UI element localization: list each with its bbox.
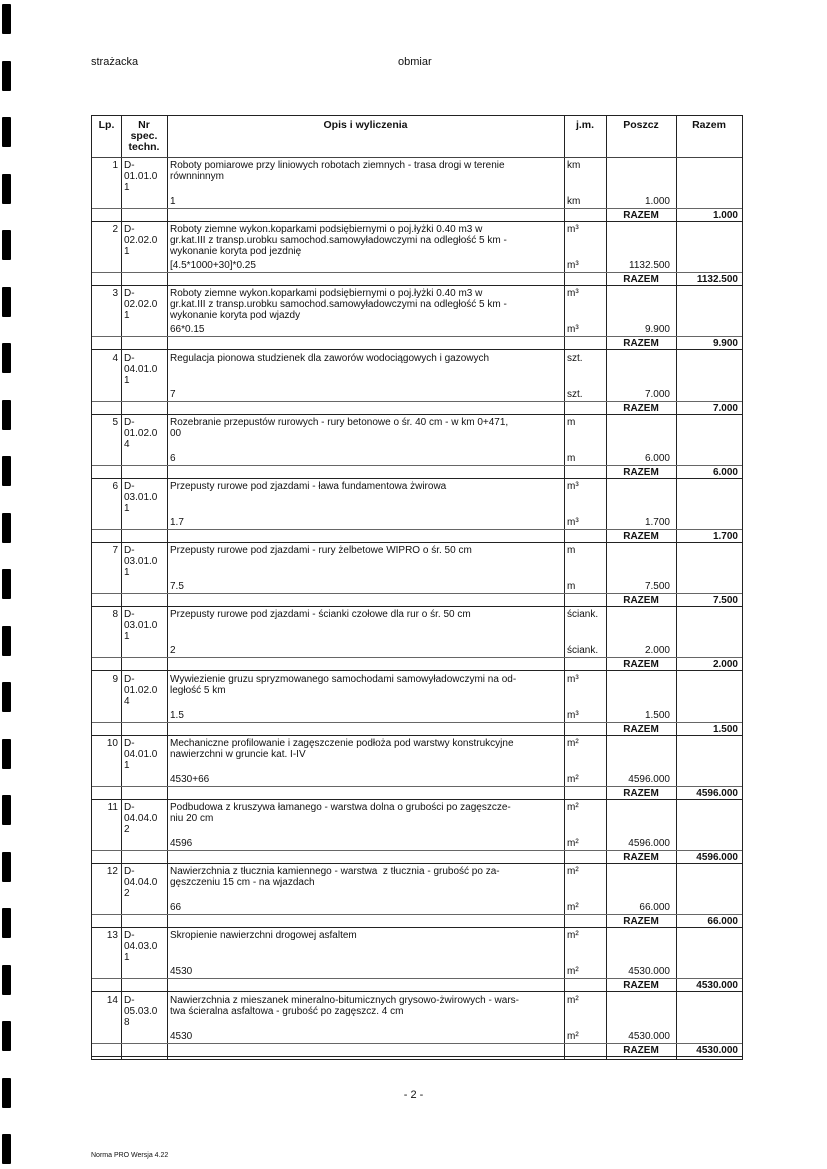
spec-code: D- 03.01.0 1 xyxy=(124,481,158,514)
unit: m² xyxy=(567,802,579,813)
spec-code: D- 03.01.0 1 xyxy=(124,609,158,642)
row-divider xyxy=(92,414,742,415)
row-subtotal-divider xyxy=(92,208,742,209)
calc-unit: szt. xyxy=(567,389,583,400)
binder-hole-mark xyxy=(2,739,11,769)
row-number: 3 xyxy=(112,288,118,299)
binder-hole-mark xyxy=(2,965,11,995)
row-divider xyxy=(92,478,742,479)
row-number: 7 xyxy=(112,545,118,556)
spec-code: D- 01.02.0 4 xyxy=(124,417,158,450)
item-description: Roboty ziemne wykon.koparkami podsiębiernymi o poj.łyżki 0.40 m3 w gr.kat.III z transp.urobku samochod.samowyładowczymi na odległość 5 km - wykonanie koryta pod wjazdy xyxy=(170,288,507,321)
row-subtotal-divider xyxy=(92,465,742,466)
calculation: 4530 xyxy=(170,1031,193,1042)
unit: m³ xyxy=(567,288,579,299)
spec-code: D- 04.01.0 1 xyxy=(124,738,158,771)
row-total: 4530.000 xyxy=(696,980,738,991)
item-description: Nawierzchnia z tłucznia kamiennego - warstwa z tłucznia - grubość po za- gęszczeniu 15 cm - na wjazdach xyxy=(170,866,500,888)
spec-code: D- 04.04.0 2 xyxy=(124,866,158,899)
row-number: 6 xyxy=(112,481,118,492)
razem-label: RAZEM xyxy=(623,852,659,863)
partial-value: 4596.000 xyxy=(628,838,670,849)
calculation: 2 xyxy=(170,645,176,656)
unit: m³ xyxy=(567,224,579,235)
binder-hole-mark xyxy=(2,61,11,91)
row-number: 12 xyxy=(106,866,118,877)
item-description: Przepusty rurowe pod zjazdami - ława fundamentowa żwirowa xyxy=(170,481,447,492)
calculation: 1.5 xyxy=(170,710,184,721)
col-header-opis: Opis i wyliczenia xyxy=(323,119,408,131)
calc-unit: m³ xyxy=(567,517,579,528)
razem-label: RAZEM xyxy=(623,210,659,221)
calculation: 7.5 xyxy=(170,581,184,592)
binder-hole-mark xyxy=(2,117,11,147)
row-number: 4 xyxy=(112,353,118,364)
calc-unit: m³ xyxy=(567,260,579,271)
row-number: 8 xyxy=(112,609,118,620)
binder-hole-mark xyxy=(2,1134,11,1164)
row-total: 7.500 xyxy=(712,595,738,606)
item-description: Przepusty rurowe pod zjazdami - ścianki czołowe dla rur o śr. 50 cm xyxy=(170,609,471,620)
razem-label: RAZEM xyxy=(623,274,659,285)
col-header-jm: j.m. xyxy=(575,119,595,131)
razem-label: RAZEM xyxy=(623,595,659,606)
row-total: 66.000 xyxy=(707,916,738,927)
row-number: 11 xyxy=(107,802,118,813)
calc-unit: m² xyxy=(567,1031,579,1042)
calc-unit: m² xyxy=(567,902,579,913)
row-total: 1.700 xyxy=(712,531,738,542)
item-description: Wywiezienie gruzu spryzmowanego samochodami samowyładowczymi na od- ległość 5 km xyxy=(170,674,517,696)
razem-label: RAZEM xyxy=(623,403,659,414)
calc-unit: m³ xyxy=(567,324,579,335)
row-subtotal-divider xyxy=(92,978,742,979)
razem-label: RAZEM xyxy=(623,980,659,991)
calculation: 4530+66 xyxy=(170,774,210,785)
binder-hole-mark xyxy=(2,1021,11,1051)
partial-value: 2.000 xyxy=(644,645,670,656)
item-description: Przepusty rurowe pod zjazdami - rury żelbetowe WIPRO o śr. 50 cm xyxy=(170,545,472,556)
col-header-poszcz: Poszcz xyxy=(623,119,659,131)
calc-unit: m² xyxy=(567,966,579,977)
row-divider xyxy=(92,542,742,543)
razem-label: RAZEM xyxy=(623,467,659,478)
calculation: 66*0.15 xyxy=(170,324,205,335)
unit: m² xyxy=(567,995,579,1006)
spec-code: D- 04.03.0 1 xyxy=(124,930,158,963)
binder-hole-mark xyxy=(2,456,11,486)
row-total: 1.500 xyxy=(712,724,738,735)
row-number: 2 xyxy=(112,224,118,235)
row-divider xyxy=(92,606,742,607)
col-divider xyxy=(121,116,122,1059)
spec-code: D- 04.04.0 2 xyxy=(124,802,158,835)
partial-value: 7.000 xyxy=(644,389,670,400)
calculation: 1.7 xyxy=(170,517,184,528)
row-divider xyxy=(92,735,742,736)
row-subtotal-divider xyxy=(92,272,742,273)
partial-value: 1.700 xyxy=(644,517,670,528)
item-description: Roboty ziemne wykon.koparkami podsiębiernymi o poj.łyżki 0.40 m3 w gr.kat.III z transp.urobku samochod.samowyładowczymi na odległość 5 km - wykonanie koryta pod jezdnię xyxy=(170,224,507,257)
calc-unit: km xyxy=(567,196,581,207)
item-description: Roboty pomiarowe przy liniowych robotach ziemnych - trasa drogi w terenie równninnym xyxy=(170,160,505,182)
calculation: 4530 xyxy=(170,966,193,977)
row-divider xyxy=(92,927,742,928)
binder-hole-mark xyxy=(2,343,11,373)
row-number: 10 xyxy=(106,738,118,749)
unit: m² xyxy=(567,930,579,941)
unit: m xyxy=(567,417,576,428)
razem-label: RAZEM xyxy=(623,338,659,349)
unit: szt. xyxy=(567,353,583,364)
row-divider xyxy=(92,221,742,222)
row-divider xyxy=(92,991,742,992)
row-number: 5 xyxy=(112,417,118,428)
binder-hole-mark xyxy=(2,626,11,656)
binder-hole-mark xyxy=(2,4,11,34)
razem-label: RAZEM xyxy=(623,916,659,927)
item-description: Podbudowa z kruszywa łamanego - warstwa dolna o grubości po zagęszcze- niu 20 cm xyxy=(170,802,511,824)
partial-value: 6.000 xyxy=(644,453,670,464)
item-description: Nawierzchnia z mieszanek mineralno-bitumicznych grysowo-żwirowych - wars- twa ścieralna asfaltowa - grubość po zagęszcz. 4 cm xyxy=(170,995,519,1017)
row-divider xyxy=(92,349,742,350)
row-number: 14 xyxy=(106,995,118,1006)
binder-hole-mark xyxy=(2,230,11,260)
row-divider xyxy=(92,670,742,671)
item-description: Regulacja pionowa studzienek dla zaworów wodociągowych i gazowych xyxy=(170,353,490,364)
row-subtotal-divider xyxy=(92,722,742,723)
partial-value: 1.500 xyxy=(644,710,670,721)
binder-hole-mark xyxy=(2,513,11,543)
unit: m³ xyxy=(567,674,579,685)
partial-value: 4530.000 xyxy=(628,966,670,977)
calculation: 7 xyxy=(170,389,176,400)
row-subtotal-divider xyxy=(92,336,742,337)
item-description: Mechaniczne profilowanie i zagęszczenie podłoża pod warstwy konstrukcyjne nawierzchni w gruncie kat. I-IV xyxy=(170,738,514,760)
partial-value: 66.000 xyxy=(639,902,670,913)
binder-hole-mark xyxy=(2,569,11,599)
spec-code: D- 01.02.0 4 xyxy=(124,674,158,707)
spec-code: D- 02.02.0 1 xyxy=(124,224,158,257)
item-description: Rozebranie przepustów rurowych - rury betonowe o śr. 40 cm - w km 0+471, 00 xyxy=(170,417,509,439)
binder-hole-mark xyxy=(2,852,11,882)
row-total: 2.000 xyxy=(712,659,738,670)
binder-hole-mark xyxy=(2,400,11,430)
partial-value: 9.900 xyxy=(644,324,670,335)
col-header-lp: Lp. xyxy=(98,119,115,131)
row-total: 9.900 xyxy=(712,338,738,349)
razem-label: RAZEM xyxy=(623,724,659,735)
row-subtotal-divider xyxy=(92,593,742,594)
calculation: 6 xyxy=(170,453,176,464)
partial-value: 1.000 xyxy=(644,196,670,207)
calc-unit: m² xyxy=(567,774,579,785)
calc-unit: m xyxy=(567,581,576,592)
row-number: 1 xyxy=(112,160,118,171)
binder-hole-mark xyxy=(2,287,11,317)
row-total: 4530.000 xyxy=(696,1045,738,1056)
partial-value: 1132.500 xyxy=(629,260,670,271)
unit: m xyxy=(567,545,576,556)
col-header-nr: Nr spec. techn. xyxy=(128,119,160,153)
unit: m² xyxy=(567,866,579,877)
partial-value: 4596.000 xyxy=(628,774,670,785)
razem-label: RAZEM xyxy=(623,788,659,799)
row-total: 1132.500 xyxy=(696,274,738,285)
row-divider xyxy=(92,863,742,864)
measurement-table xyxy=(91,115,743,1060)
row-number: 13 xyxy=(106,930,118,941)
calculation: 4596 xyxy=(170,838,193,849)
row-subtotal-divider xyxy=(92,401,742,402)
row-number: 9 xyxy=(112,674,118,685)
unit: km xyxy=(567,160,581,171)
row-total: 4596.000 xyxy=(696,788,738,799)
unit: ściank. xyxy=(567,609,599,620)
spec-code: D- 04.01.0 1 xyxy=(124,353,158,386)
item-description: Skropienie nawierzchni drogowej asfaltem xyxy=(170,930,357,941)
col-header-razem: Razem xyxy=(692,119,726,131)
spec-code: D- 01.01.0 1 xyxy=(124,160,158,193)
row-divider xyxy=(92,285,742,286)
razem-label: RAZEM xyxy=(623,659,659,670)
row-subtotal-divider xyxy=(92,529,742,530)
razem-label: RAZEM xyxy=(623,531,659,542)
partial-value: 4530.000 xyxy=(628,1031,670,1042)
row-total: 7.000 xyxy=(712,403,738,414)
row-subtotal-divider xyxy=(92,914,742,915)
spec-code: D- 05.03.0 8 xyxy=(124,995,158,1028)
calculation: 1 xyxy=(170,196,176,207)
header-project-name: strażacka xyxy=(91,56,139,68)
binder-hole-mark xyxy=(2,682,11,712)
binder-holes xyxy=(0,0,16,1169)
spec-code: D- 03.01.0 1 xyxy=(124,545,158,578)
row-subtotal-divider xyxy=(92,657,742,658)
row-total: 1.000 xyxy=(712,210,738,221)
calc-unit: m³ xyxy=(567,710,579,721)
calc-unit: ściank. xyxy=(567,645,599,656)
page-number: - 2 - xyxy=(403,1089,424,1101)
header-divider xyxy=(92,157,742,158)
calculation: 66 xyxy=(170,902,182,913)
row-subtotal-divider xyxy=(92,850,742,851)
calc-unit: m² xyxy=(567,838,579,849)
razem-label: RAZEM xyxy=(623,1045,659,1056)
calculation: [4.5*1000+30]*0.25 xyxy=(170,260,256,271)
row-total: 4596.000 xyxy=(696,852,738,863)
spec-code: D- 02.02.0 1 xyxy=(124,288,158,321)
binder-hole-mark xyxy=(2,908,11,938)
col-divider xyxy=(167,116,168,1059)
binder-hole-mark xyxy=(2,795,11,825)
calc-unit: m xyxy=(567,453,576,464)
binder-hole-mark xyxy=(2,174,11,204)
unit: m³ xyxy=(567,481,579,492)
row-subtotal-divider xyxy=(92,1043,742,1044)
software-version-note: Norma PRO Wersja 4.22 xyxy=(91,1152,169,1159)
header-document-type: obmiar xyxy=(398,56,432,68)
col-divider xyxy=(564,116,565,1059)
unit: m² xyxy=(567,738,579,749)
row-subtotal-divider xyxy=(92,786,742,787)
partial-value: 7.500 xyxy=(644,581,670,592)
row-divider xyxy=(92,1056,742,1057)
row-divider xyxy=(92,799,742,800)
row-total: 6.000 xyxy=(712,467,738,478)
